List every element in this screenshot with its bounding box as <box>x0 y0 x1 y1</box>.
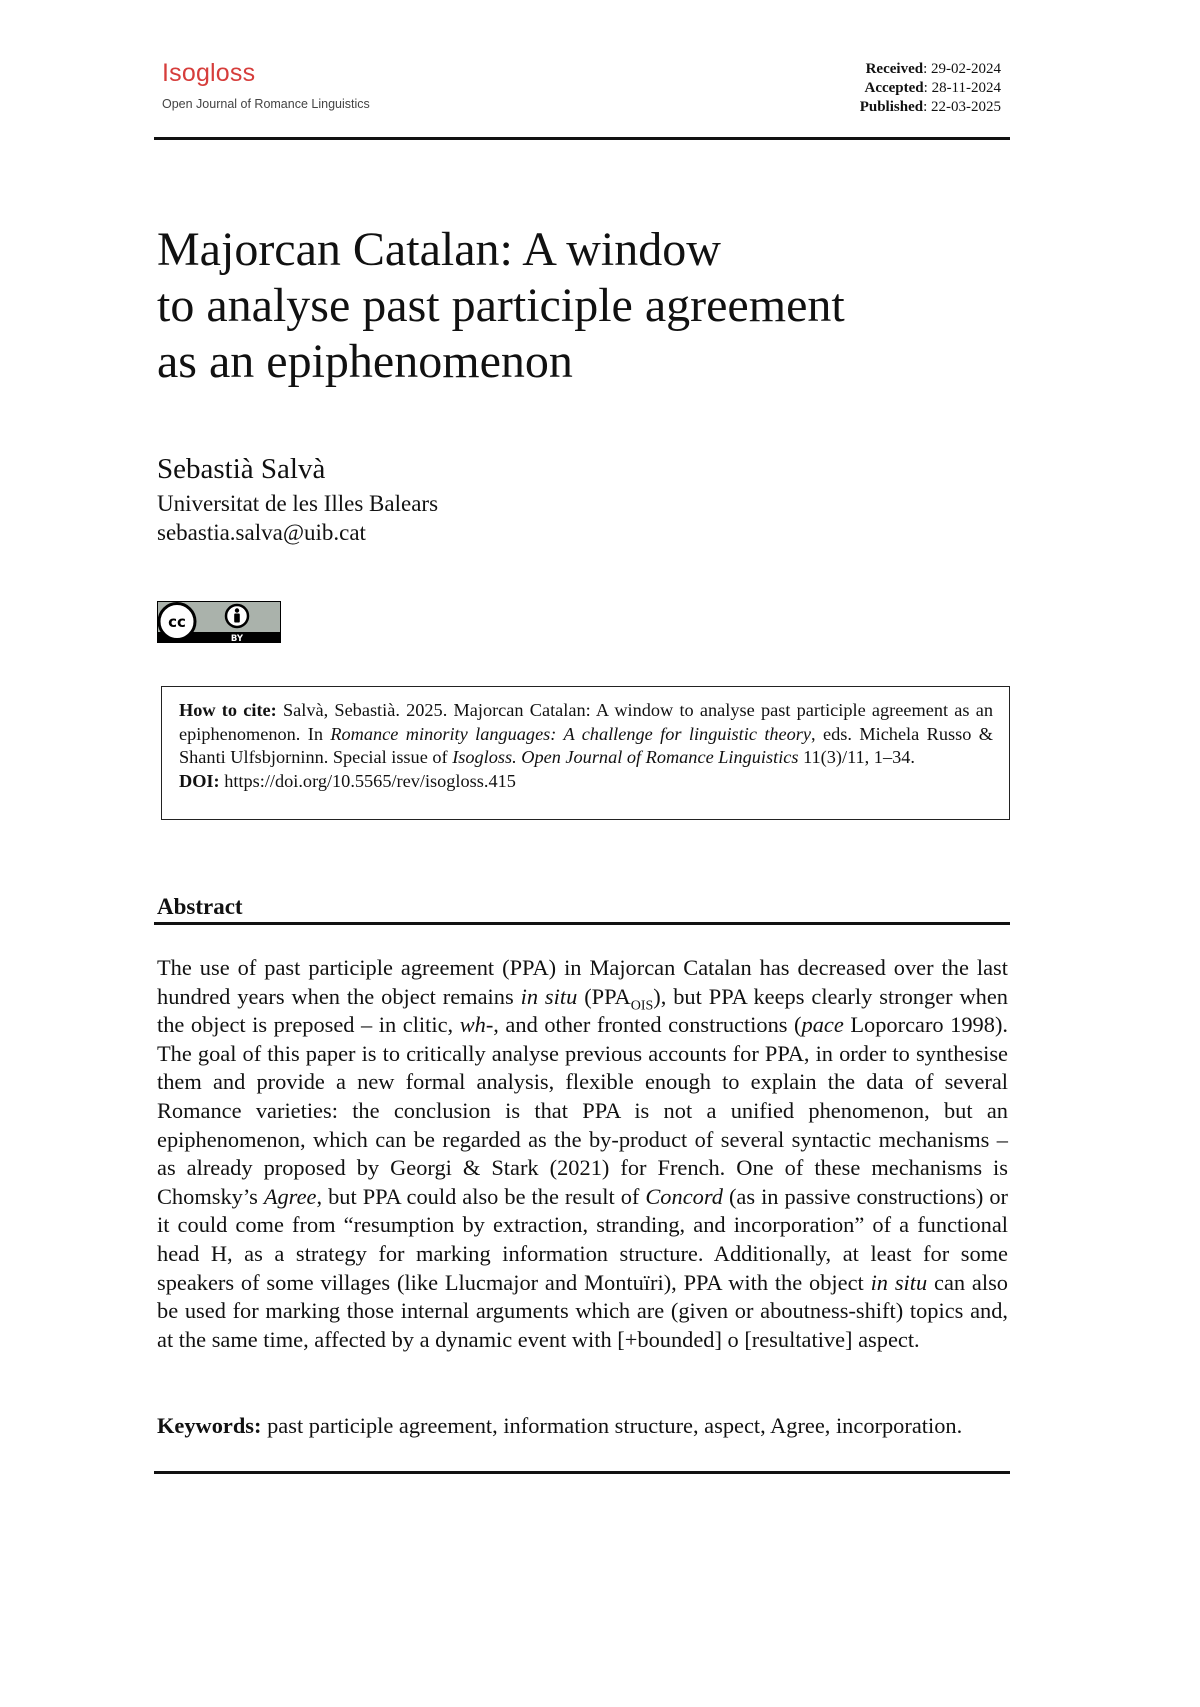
journal-subtitle: Open Journal of Romance Linguistics <box>162 97 370 111</box>
abstract-heading: Abstract <box>157 894 243 919</box>
cite-text-1: Salvà, Sebastià. 2025. Majorcan Catalan: A window to analyse past participle agreement as an epiphenomenon. In <box>179 700 993 744</box>
header-divider <box>154 137 1010 140</box>
published-line: Published: 22-03-2025 <box>859 99 1001 115</box>
published-date: 22-03-2025 <box>931 99 1001 115</box>
received-date: 29-02-2024 <box>931 61 1001 77</box>
abstract-seg: , and other fronted constructions ( <box>493 1012 802 1038</box>
cite-text-3: 11(3)/11, 1–34. <box>798 747 915 767</box>
received-line: Received: 29-02-2024 <box>865 61 1001 77</box>
abstract-seg-italic: Concord <box>645 1183 723 1209</box>
author-affiliation: Universitat de les Illes Balears <box>157 491 439 516</box>
doi-link[interactable]: https://doi.org/10.5565/rev/isogloss.415 <box>224 770 516 791</box>
abstract-subscript: OIS <box>630 998 654 1014</box>
abstract-seg: Loporcaro 1998). The goal of this paper is to critically analyse previous accounts for PPA, in order to synthesise them and provide a new formal analysis, flexible enough to explain the data of several Romance varieties: the conclusion is that PPA is not a unified phenomenon, but an epiphenomenon, which can be regarded as the by-product of several syntactic mechanisms – as already proposed by Georgi & Stark (2021) for French. One of these mechanisms is Chomsky’s <box>157 1012 1008 1209</box>
journal-logo: Isogloss <box>162 59 256 87</box>
abstract-seg-italic: Agree <box>263 1183 317 1209</box>
cite-label: How to cite: <box>179 700 277 720</box>
accepted-label: Accepted <box>864 80 924 96</box>
abstract-seg-italic: in situ <box>520 983 578 1009</box>
keywords-label: Keywords: <box>157 1413 262 1438</box>
paper-title <box>157 222 1057 390</box>
abstract-seg-italic: in situ <box>870 1269 928 1295</box>
cite-book-title: Romance minority languages: A challenge for linguistic theory <box>330 723 812 744</box>
received-label: Received <box>865 61 924 77</box>
abstract-seg: , but PPA could also be the result of <box>316 1183 646 1209</box>
cc-by-text: BY <box>230 634 244 643</box>
keywords <box>157 1412 1008 1441</box>
abstract-seg: (PPA <box>577 983 631 1009</box>
abstract-seg-italic: wh- <box>459 1012 494 1038</box>
abstract-seg: can also be used for marking those internal arguments which are (given or aboutness-shift) topics and, at the same time, affected by a dynamic event with [+bounded] o [resultative] aspect. <box>157 1269 1008 1352</box>
doi-label: DOI: <box>179 770 220 791</box>
cc-by-license-badge[interactable] <box>157 601 281 643</box>
cc-by-icon <box>157 601 281 643</box>
how-to-cite-box <box>161 686 1010 820</box>
title-line-2: to analyse past participle agreement <box>157 279 845 332</box>
abstract-seg: ), but PPA keeps clearly stronger when the object is preposed – in clitic, <box>157 983 1009 1038</box>
accepted-date: 28-11-2024 <box>931 80 1001 96</box>
published-label: Published <box>859 99 924 115</box>
abstract-divider <box>154 922 1010 925</box>
keywords-text: past participle agreement, information structure, aspect, Agree, incorporation. <box>267 1413 963 1438</box>
abstract-seg-italic: pace <box>801 1012 844 1038</box>
author-email[interactable]: sebastia.salva@uib.cat <box>157 520 366 545</box>
svg-text:cc: cc <box>168 613 186 631</box>
abstract-seg: (as in passive constructions) or it could come from “resumption by extraction, stranding, and incorporation” of a functional head H, as a strategy for marking information structure. Additionally, at least for some speakers of some villages (like Llucmajor and Montuïri), PPA with the object <box>157 1183 1008 1295</box>
publication-dates <box>860 60 1001 117</box>
accepted-line: Accepted: 28-11-2024 <box>864 80 1001 96</box>
abstract-text <box>157 954 1008 1354</box>
cite-text-2: , eds. Michela Russo & Shanti Ulfsbjorninn. Special issue of <box>179 723 993 767</box>
title-line-1: Majorcan Catalan: A window <box>157 223 721 276</box>
author-name: Sebastià Salvà <box>157 453 326 485</box>
abstract-seg: The use of past participle agreement (PPA) in Majorcan Catalan has decreased over the last hundred years when the object remains <box>157 955 1008 1009</box>
cite-journal-title: Isogloss. Open Journal of Romance Linguistics <box>452 747 799 767</box>
title-line-3: as an epiphenomenon <box>157 335 573 388</box>
keywords-divider <box>154 1471 1010 1474</box>
